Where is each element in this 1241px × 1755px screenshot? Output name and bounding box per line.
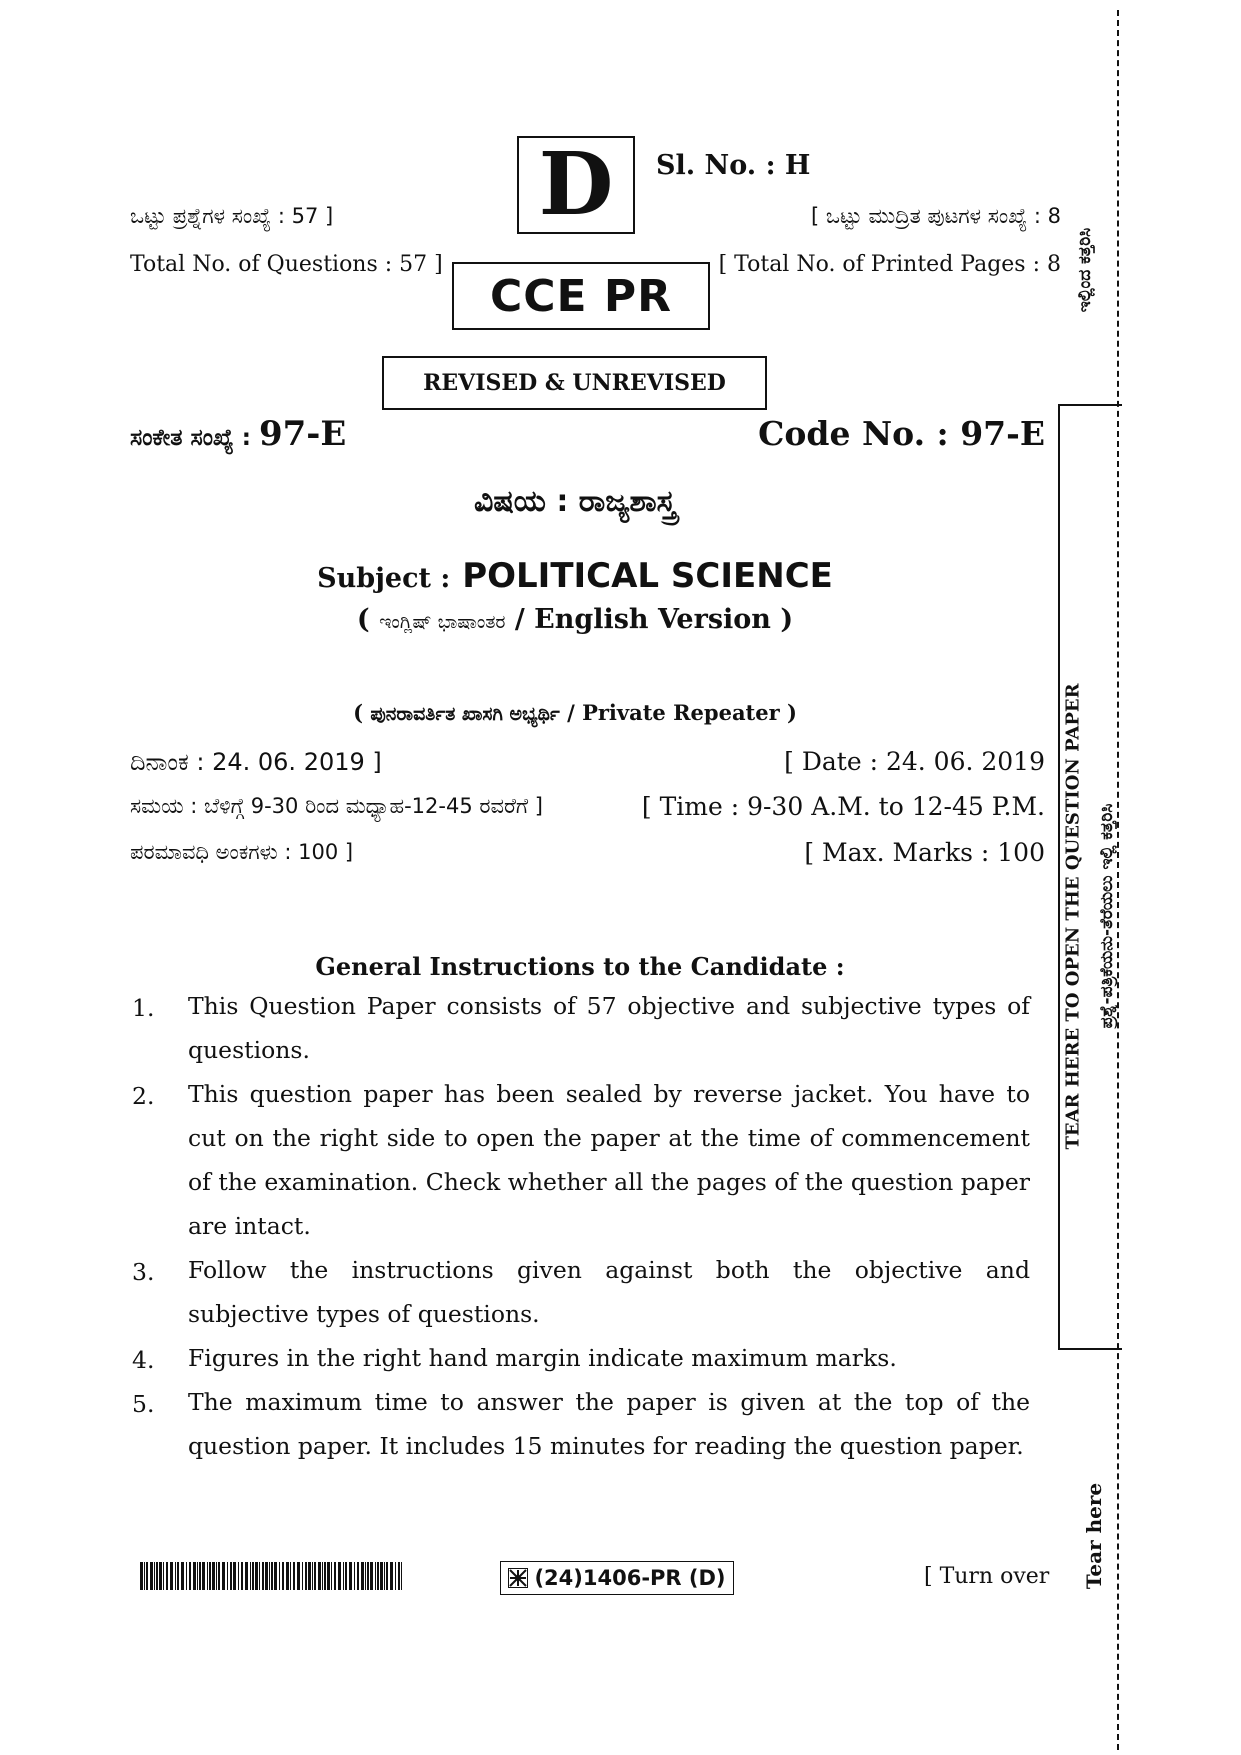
barcode-bar	[177, 1562, 179, 1590]
barcode-bar	[370, 1562, 373, 1590]
total-pages-kn: [ ಒಟ್ಟು ಮುದ್ರಿತ ಪುಟಗಳ ಸಂಖ್ಯೆ : 8	[810, 204, 1061, 228]
barcode-bar	[202, 1562, 205, 1590]
repeater-line	[0, 700, 1150, 725]
instruction-number: 3.	[132, 1258, 155, 1286]
barcode-bar	[207, 1562, 208, 1590]
barcode-bar	[367, 1562, 369, 1590]
barcode-bar	[156, 1562, 158, 1590]
repeater-open: (	[353, 700, 371, 725]
barcode-bar	[252, 1562, 254, 1590]
code-number-en: Code No. : 97-E	[758, 414, 1045, 453]
cut-here-kn: ಇಲ್ಲಿಂದ ಕತ್ತರಿಸಿ	[1075, 227, 1095, 313]
barcode-bar	[154, 1562, 155, 1590]
barcode-bar	[338, 1562, 341, 1590]
barcode-bar	[144, 1562, 145, 1590]
instruction-text: Follow the instructions given against both the objective and subjective types of questions.	[188, 1256, 1030, 1328]
instruction-text: Figures in the right hand margin indicate maximum marks.	[188, 1344, 897, 1372]
repeater-en: / Private Repeater )	[559, 700, 797, 725]
barcode-bar	[305, 1562, 307, 1590]
revised-label: REVISED & UNREVISED	[423, 370, 726, 396]
barcode-bar	[255, 1562, 258, 1590]
paper-code: (24)1406-PR (D)	[534, 1566, 726, 1590]
barcode-bar	[384, 1562, 385, 1590]
barcode-bar	[297, 1562, 300, 1590]
barcode-bar	[199, 1562, 201, 1590]
barcode-bar	[271, 1562, 273, 1590]
subject-kn: ವಿಷಯ : ರಾಜ್ಯಶಾಸ್ತ್ರ	[474, 484, 676, 519]
barcode-bar	[181, 1562, 184, 1590]
barcode-bar	[209, 1562, 211, 1590]
barcode-bar	[233, 1562, 236, 1590]
barcode-bar	[146, 1562, 148, 1590]
barcode-bar	[227, 1562, 228, 1590]
version-kn: ಇಂಗ್ಲಿಷ್ ಭಾಷಾಂತರ	[379, 611, 506, 633]
barcode-bar	[331, 1562, 332, 1590]
barcode-bar	[140, 1562, 143, 1590]
barcode-bar	[380, 1562, 383, 1590]
tear-here-label: Tear here	[1082, 1482, 1106, 1590]
barcode-bar	[293, 1562, 295, 1590]
version-line	[0, 604, 1150, 635]
barcode-bar	[334, 1562, 336, 1590]
revised-box	[382, 356, 767, 410]
barcode-bar	[327, 1562, 330, 1590]
date-en: [ Date : 24. 06. 2019	[784, 747, 1045, 776]
barcode-bar	[262, 1562, 264, 1590]
version-en: / English Version )	[505, 604, 794, 635]
total-questions-kn: ಒಟ್ಟು ಪ್ರಶ್ನೆಗಳ ಸಂಖ್ಯೆ : 57 ]	[130, 204, 334, 228]
total-questions-en: Total No. of Questions : 57 ]	[130, 252, 443, 277]
barcode-bar	[361, 1562, 364, 1590]
barcode-bar	[401, 1562, 402, 1590]
repeater-kn: ಪುನರಾವರ್ತಿತ ಖಾಸಗಿ ಅಭ್ಯರ್ಥಿ	[370, 703, 560, 725]
exam-code: CCE PR	[489, 270, 673, 322]
instruction-number: 1.	[132, 994, 155, 1022]
barcode-bar	[265, 1562, 268, 1590]
barcode-bar	[269, 1562, 270, 1590]
barcode-bar	[216, 1562, 217, 1590]
marks-en: [ Max. Marks : 100	[804, 838, 1045, 867]
barcode-bar	[238, 1562, 239, 1590]
paper-code-tag	[500, 1561, 734, 1595]
marks-kn: ಪರಮಾವಧಿ ಅಂಕಗಳು : 100 ]	[130, 840, 354, 864]
instruction-text: This Question Paper consists of 57 objective and subjective types of questions.	[188, 992, 1030, 1064]
subject-value: POLITICAL SCIENCE	[462, 556, 833, 596]
barcode-bar	[349, 1562, 352, 1590]
barcode-bar	[241, 1562, 243, 1590]
barcode-bar	[318, 1562, 321, 1590]
barcode-bar	[343, 1562, 344, 1590]
barcode-bar	[390, 1562, 393, 1590]
barcode-bar	[274, 1562, 277, 1590]
barcode-bar	[386, 1562, 388, 1590]
barcode-bar	[308, 1562, 311, 1590]
version-open: (	[356, 604, 380, 635]
barcode-bar	[377, 1562, 379, 1590]
tear-instruction-kn: ಪ್ರಶ್ನೆ-ಪತ್ರಿಕೆಯನು-ತೆರೆಯಲು ಇಲ್ಲಿ ಕತ್ತರಿಸಿ	[1097, 803, 1117, 1029]
barcode-bar	[175, 1562, 176, 1590]
version-letter	[517, 136, 635, 234]
barcode-bar	[302, 1562, 303, 1590]
barcode-bar	[250, 1562, 251, 1590]
tear-instruction-en: TEAR HERE TO OPEN THE QUESTION PAPER	[1062, 683, 1084, 1150]
barcode-bar	[345, 1562, 347, 1590]
barcode-bar	[259, 1562, 260, 1590]
turn-over: [ Turn over	[924, 1564, 1050, 1589]
barcode-bar	[279, 1562, 280, 1590]
code-number-kn	[130, 414, 346, 454]
version-letter-text: D	[538, 134, 614, 235]
barcode-bar	[398, 1562, 400, 1590]
total-pages-en: [ Total No. of Printed Pages : 8	[718, 252, 1061, 277]
barcode-bar	[282, 1562, 284, 1590]
time-kn: ಸಮಯ : ಬೆಳಿಗ್ಗೆ 9-30 ರಿಂದ ಮಧ್ಯಾಹ-12-45 ರವರೆಗೆ ]	[130, 794, 543, 818]
barcode-bar	[197, 1562, 198, 1590]
barcode-bar	[222, 1562, 225, 1590]
code-kn-value: 97-E	[258, 414, 347, 454]
barcode-bar	[212, 1562, 215, 1590]
instruction-number: 2.	[132, 1082, 155, 1110]
barcode-bar	[324, 1562, 326, 1590]
barcode-bar	[245, 1562, 248, 1590]
barcode-bar	[314, 1562, 316, 1590]
barcode-bar	[170, 1562, 173, 1590]
barcode-bar	[186, 1562, 187, 1590]
subject-label: Subject :	[317, 563, 451, 594]
code-kn-label: ಸಂಕೇತ ಸಂಖ್ಯೆ :	[130, 425, 251, 451]
time-en: [ Time : 9-30 A.M. to 12-45 P.M.	[641, 792, 1045, 821]
barcode-bar	[357, 1562, 359, 1590]
barcode-bar	[150, 1562, 153, 1590]
instruction-number: 4.	[132, 1346, 155, 1374]
instruction-number: 5.	[132, 1390, 155, 1418]
barcode-bar	[166, 1562, 168, 1590]
barcode-bar	[193, 1562, 196, 1590]
barcode-bar	[163, 1562, 164, 1590]
barcode-bar	[375, 1562, 376, 1590]
date-kn: ದಿನಾಂಕ : 24. 06. 2019 ]	[130, 748, 382, 776]
emblem-icon	[508, 1568, 528, 1588]
exam-code-box	[452, 262, 710, 330]
barcode-bar	[395, 1562, 396, 1590]
barcode-bar	[230, 1562, 232, 1590]
tear-dashed-line[interactable]	[1117, 10, 1119, 1750]
barcode-bar	[354, 1562, 355, 1590]
barcode	[140, 1562, 402, 1590]
instructions-heading: General Instructions to the Candidate :	[315, 952, 845, 981]
subject-en	[0, 556, 1150, 596]
instruction-text: This question paper has been sealed by reverse jacket. You have to cut on the right side to open the paper at the time of commencement of the examination. Check whether all the pages of the question paper are intact.	[188, 1080, 1030, 1240]
barcode-bar	[290, 1562, 291, 1590]
barcode-bar	[218, 1562, 220, 1590]
barcode-bar	[322, 1562, 323, 1590]
barcode-bar	[365, 1562, 366, 1590]
barcode-bar	[159, 1562, 162, 1590]
instruction-text: The maximum time to answer the paper is given at the top of the question paper. It includes 15 minutes for reading the question paper.	[188, 1388, 1030, 1460]
barcode-bar	[312, 1562, 313, 1590]
serial-number: Sl. No. : H	[656, 150, 811, 181]
barcode-bar	[189, 1562, 191, 1590]
barcode-bar	[286, 1562, 289, 1590]
